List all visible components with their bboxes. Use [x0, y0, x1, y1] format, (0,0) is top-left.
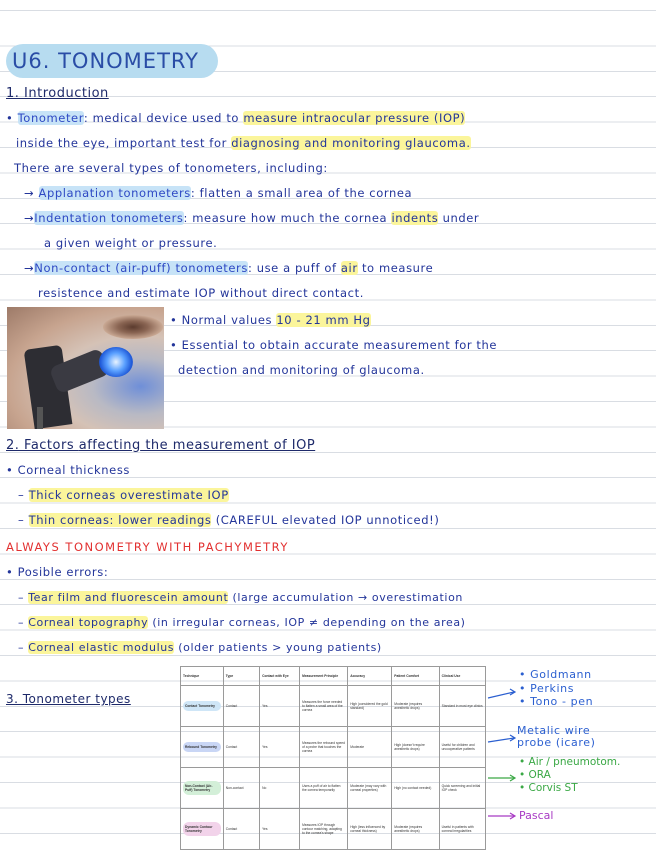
- table-row: [181, 686, 486, 727]
- section-2-heading: 2. Factors affecting the measurement of IOP: [6, 438, 316, 453]
- table-header: Measurement Principle: [300, 667, 348, 686]
- applanation-line: → Applanation tonometers: flatten a small area of the cornea: [24, 186, 413, 200]
- table-cell: High (considered the gold standard): [348, 686, 392, 727]
- intro-line-1: • Tonometer: medical device used to measure intraocular pressure (IOP): [6, 111, 466, 125]
- table-cell: Contact: [223, 809, 259, 850]
- table-row: [181, 768, 486, 809]
- note-corvis-st: • Corvis ST: [519, 782, 578, 794]
- note-pascal: Pascal: [519, 809, 554, 822]
- section-1-heading: 1. Introduction: [6, 86, 109, 101]
- section-3-heading: 3. Tonometer types: [6, 692, 131, 706]
- table-cell: Contact: [223, 686, 259, 727]
- table-cell: Quick screening and initial IOP check: [439, 768, 485, 809]
- note-ora: • ORA: [519, 769, 551, 781]
- table-cell: Non-contact: [223, 768, 259, 809]
- tonometry-photo: [7, 307, 164, 429]
- table-cell: Measures the rebound speed of a probe that touches the cornea: [300, 727, 348, 768]
- intro-line-3: There are several types of tonometers, including:: [14, 161, 328, 175]
- table-cell: Dynamic Contour Tonometry: [181, 809, 224, 850]
- note-metalic-wire: Metalic wire: [517, 724, 591, 737]
- table-cell: Moderate (requires anesthetic drops): [392, 686, 439, 727]
- elastic-modulus-line: – Corneal elastic modulus (older patients > young patients): [18, 641, 382, 654]
- table-header: Technique: [181, 667, 224, 686]
- normal-values-line: • Normal values 10 - 21 mm Hg: [170, 313, 371, 327]
- table-cell: Moderate (may vary with corneal properties): [348, 768, 392, 809]
- corneal-topography-line: – Corneal topography (in irregular corneas, IOP ≠ depending on the area): [18, 616, 466, 629]
- corneal-thickness-line: • Corneal thickness: [6, 463, 131, 477]
- thick-corneas-line: – Thick corneas overestimate IOP: [18, 488, 229, 502]
- table-header: Accuracy: [348, 667, 392, 686]
- note-perkins: • Perkins: [519, 682, 575, 695]
- tonometer-types-table: [180, 666, 486, 850]
- table-cell: Yes: [260, 686, 300, 727]
- table-header: Clinical Use: [439, 667, 485, 686]
- table-cell: High (doesn't require anesthetic drops): [392, 727, 439, 768]
- note-probe-icare: probe (icare): [517, 736, 596, 749]
- indentation-line-2: a given weight or pressure.: [44, 236, 218, 250]
- table-cell: Rebound Tonometry: [181, 727, 224, 768]
- intro-line-2: inside the eye, important test for diagnosing and monitoring glaucoma.: [16, 136, 471, 150]
- essential-line-2: detection and monitoring of glaucoma.: [178, 363, 425, 377]
- non-contact-line: →Non-contact (air-puff) tonometers: use a puff of air to measure: [24, 261, 434, 275]
- table-cell: No: [260, 768, 300, 809]
- thin-corneas-line: – Thin corneas: lower readings (CAREFUL elevated IOP unnoticed!): [18, 513, 440, 527]
- table-row: [181, 809, 486, 850]
- table-header: Type: [223, 667, 259, 686]
- table-cell: Contact Tonometry: [181, 686, 224, 727]
- tear-film-line: – Tear film and fluorescein amount (large accumulation → overestimation: [18, 591, 463, 604]
- possible-errors-line: • Posible errors:: [6, 565, 109, 579]
- indentation-line: →Indentation tonometers: measure how much the cornea indents under: [24, 211, 480, 225]
- table-cell: High (less influenced by corneal thickness): [348, 809, 392, 850]
- table-cell: Contact: [223, 727, 259, 768]
- table-cell: Standard in most eye clinics: [439, 686, 485, 727]
- pachymetry-warning: ALWAYS TONOMETRY WITH PACHYMETRY: [6, 540, 289, 554]
- table-cell: Measures IOP through contour matching, adapting to the cornea's shape: [300, 809, 348, 850]
- table-header-row: [181, 667, 486, 686]
- note-air-pneumotom: • Air / pneumotom.: [519, 756, 621, 768]
- table-cell: Yes: [260, 727, 300, 768]
- table-cell: Non-Contact (Air-Puff) Tonometry: [181, 768, 224, 809]
- table-cell: Measures the force needed to flatten a small area of the cornea: [300, 686, 348, 727]
- table-row: [181, 727, 486, 768]
- non-contact-line-2: resistence and estimate IOP without direct contact.: [38, 286, 364, 300]
- table-cell: Useful in patients with corneal irregularities: [439, 809, 485, 850]
- table-cell: Uses a puff of air to flatten the cornea temporarily: [300, 768, 348, 809]
- table-cell: Useful for children and uncooperative patients: [439, 727, 485, 768]
- table-cell: Moderate: [348, 727, 392, 768]
- page-title: U6. TONOMETRY: [6, 44, 218, 78]
- note-tonopen: • Tono - pen: [519, 695, 594, 708]
- essential-line-1: • Essential to obtain accurate measurement for the: [170, 338, 498, 352]
- table-header: Contact with Eye: [260, 667, 300, 686]
- table-cell: High (no contact needed): [392, 768, 439, 809]
- note-goldmann: • Goldmann: [519, 668, 592, 681]
- table-header: Patient Comfort: [392, 667, 439, 686]
- table-cell: Moderate (requires anesthetic drops): [392, 809, 439, 850]
- table-cell: Yes: [260, 809, 300, 850]
